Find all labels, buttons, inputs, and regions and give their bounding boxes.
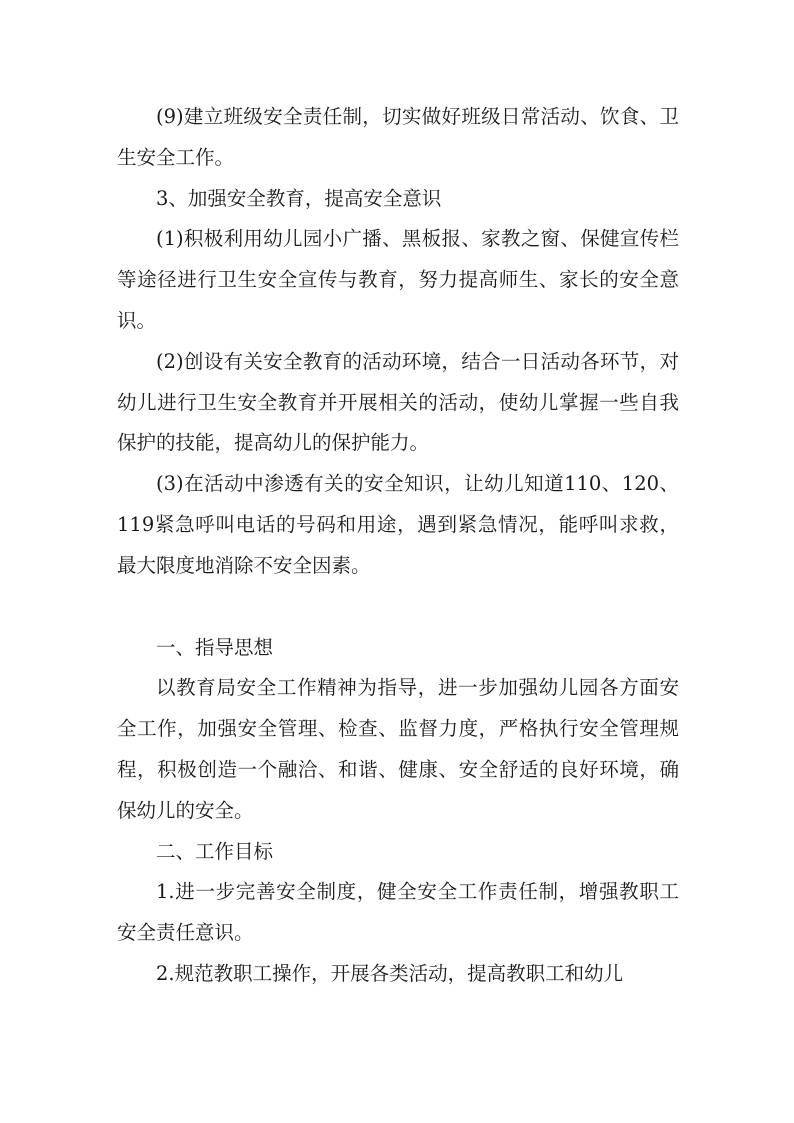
- document-page: [117, 97, 679, 995]
- paragraph-emergency-numbers: (3)在活动中渗透有关的安全知识，让幼儿知道110、120、119紧急呼叫电话的号码和用途，遇到紧急情况，能呼叫求救，最大限度地消除不安全因素。: [117, 472, 679, 577]
- section-gap: [117, 587, 679, 628]
- paragraph-goal-2: 2.规范教职工操作，开展各类活动，提高教职工和幼儿: [156, 961, 624, 985]
- paragraph-publicity-channels: (1)积极利用幼儿园小广播、黑板报、家教之窗、保健宣传栏等途径进行卫生安全宣传与教育，努力提高师生、家长的安全意识。: [117, 227, 679, 332]
- paragraph-class-safety-responsibility: (9)建立班级安全责任制，切实做好班级日常活动、饮食、卫生安全工作。: [117, 105, 679, 169]
- paragraph-guiding-ideology: 以教育局安全工作精神为指导，进一步加强幼儿园各方面安全工作，加强安全管理、检查、监督力度，严格执行安全管理规程，积极创造一个融洽、和谐、健康、安全舒适的良好环境，确保幼儿的安全。: [117, 676, 679, 822]
- paragraph-activity-environment: (2)创设有关安全教育的活动环境，结合一日活动各环节，对幼儿进行卫生安全教育并开展相关的活动，使幼儿掌握一些自我保护的技能，提高幼儿的保护能力。: [117, 349, 679, 455]
- paragraph-goal-1: 1.进一步完善安全制度，健全安全工作责任制，增强教职工安全责任意识。: [117, 880, 679, 945]
- heading-work-goals: 二、工作目标: [156, 839, 274, 863]
- heading-strengthen-safety-education: 3、加强安全教育，提高安全意识: [156, 186, 442, 210]
- heading-guiding-ideology: 一、指导思想: [156, 635, 274, 659]
